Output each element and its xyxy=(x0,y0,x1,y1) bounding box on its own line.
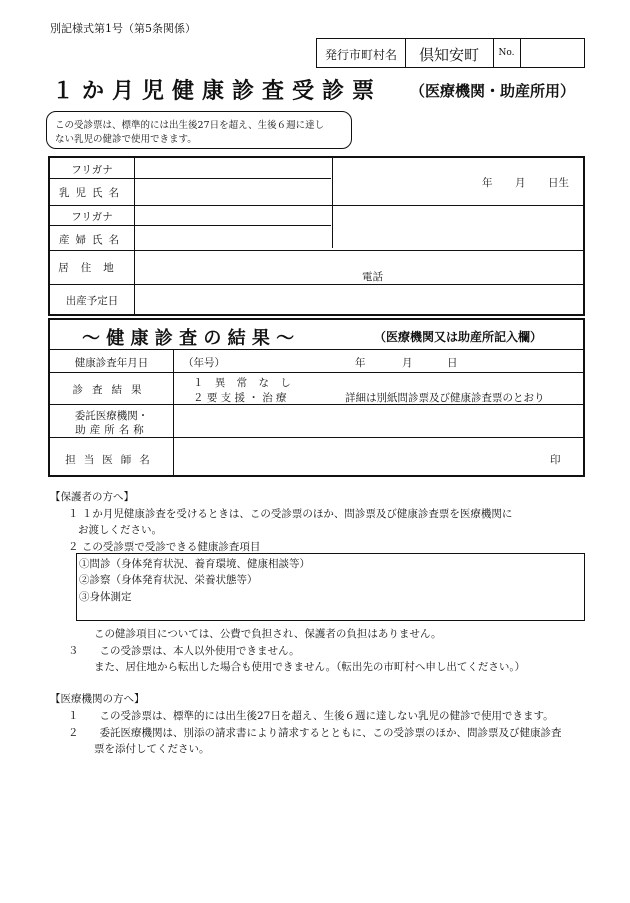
results-title: ～ 健 康 診 査 の 結 果 ～ xyxy=(82,328,295,349)
guardian-item3a: ３ この受診票は、本人以外使用できません。 xyxy=(68,645,300,657)
phone-label: 電話 xyxy=(362,271,383,283)
usage-note-line2: ない乳児の健診で使用できます。 xyxy=(55,134,197,145)
exam-date-label: 健康診査年月日 xyxy=(74,357,149,369)
page-title: １か月児健康診査受診票 xyxy=(52,78,383,104)
guardian-item2: ２ この受診票で受診できる健康診査項目 xyxy=(68,541,261,553)
due-date-field[interactable] xyxy=(135,285,585,316)
address-label: 居住地 xyxy=(58,262,126,274)
clinic-name-field[interactable] xyxy=(174,405,585,437)
issuer-box xyxy=(316,38,585,68)
usage-note xyxy=(46,111,352,149)
exam-items-box xyxy=(76,553,585,621)
medical-heading: 【医療機関の方へ】 xyxy=(50,693,145,705)
results-title-sub: （医療機関又は助産所記入欄） xyxy=(374,330,543,344)
mother-furigana-field[interactable] xyxy=(135,206,332,225)
result-option-normal[interactable]: １ 異 常 な し xyxy=(193,377,295,389)
results-table xyxy=(48,318,585,477)
guardian-item3b: また、居住地から転出した場合も使用できません。（転出先の市町村へ申し出てください。） xyxy=(94,661,526,673)
result-detail-note: 詳細は別紙問診票及び健康診査票のとおり xyxy=(345,392,545,404)
exam-item-measurement: ③身体測定 xyxy=(79,591,132,603)
usage-note-line1: この受診票は、標準的には出生後27日を超え、生後６週に達し xyxy=(55,120,325,131)
infant-furigana-field[interactable] xyxy=(135,158,332,178)
medical-item1: １ この受診票は、標準的には出生後27日を超え、生後６週に達しない乳児の健診で使用できます。 xyxy=(68,710,554,722)
birth-year-label: 年 xyxy=(482,177,493,189)
exam-month-label: 月 xyxy=(402,357,413,369)
page-title-sub: （医療機関・助産所用） xyxy=(410,82,576,100)
exam-day-label: 日 xyxy=(447,357,458,369)
birth-day-label: 日生 xyxy=(548,177,569,189)
due-date-label: 出産予定日 xyxy=(65,295,119,307)
birth-month-label: 月 xyxy=(515,177,526,189)
medical-item2b: 票を添付してください。 xyxy=(94,743,210,755)
exam-year-label: 年 xyxy=(355,357,366,369)
address-field[interactable] xyxy=(135,251,585,284)
seal-mark: 印 xyxy=(550,454,561,466)
issuer-no-label: No. xyxy=(498,48,515,58)
clinic-label-2: 助産所名称 xyxy=(75,424,148,436)
medical-item2a: ２ 委託医療機関は、別添の請求書により請求するとともに、この受診票のほか、問診票及び健康診査 xyxy=(68,727,562,739)
exam-era-label: （年号） xyxy=(183,357,225,369)
result-option-support[interactable]: ２ 要 支 援 ・ 治 療 xyxy=(193,392,287,404)
exam-item-interview: ①問診（身体発育状況、養育環境、健康相談等） xyxy=(79,558,310,570)
clinic-label-1: 委託医療機関・ xyxy=(74,410,149,422)
issuer-town[interactable]: 倶知安町 xyxy=(418,46,479,64)
guardian-item1a: １ １か月児健康診査を受けるときは、この受診票のほか、問診票及び健康診査票を医療機関に xyxy=(68,508,513,520)
form-id: 別記様式第1号（第5条関係） xyxy=(50,22,196,35)
furigana-label-2: フリガナ xyxy=(71,211,113,223)
infant-name-field[interactable] xyxy=(135,179,332,205)
exam-item-examination: ②診察（身体発育状況、栄養状態等） xyxy=(79,574,258,586)
result-label: 診査結果 xyxy=(72,384,151,396)
doctor-name-field[interactable] xyxy=(174,438,585,477)
issuer-label: 発行市町村名 xyxy=(324,48,397,62)
guardian-fee-note: この健診項目については、公費で負担され、保護者の負担はありません。 xyxy=(94,628,442,640)
doctor-label: 担当医師名 xyxy=(65,454,158,466)
furigana-label-1: フリガナ xyxy=(71,164,113,176)
guardian-heading: 【保護者の方へ】 xyxy=(50,491,134,503)
infant-name-label: 乳児氏名 xyxy=(59,187,125,199)
mother-name-label: 産婦氏名 xyxy=(59,234,125,246)
info-table xyxy=(48,156,585,316)
mother-name-field[interactable] xyxy=(135,226,332,250)
guardian-item1b: お渡しください。 xyxy=(78,524,162,536)
